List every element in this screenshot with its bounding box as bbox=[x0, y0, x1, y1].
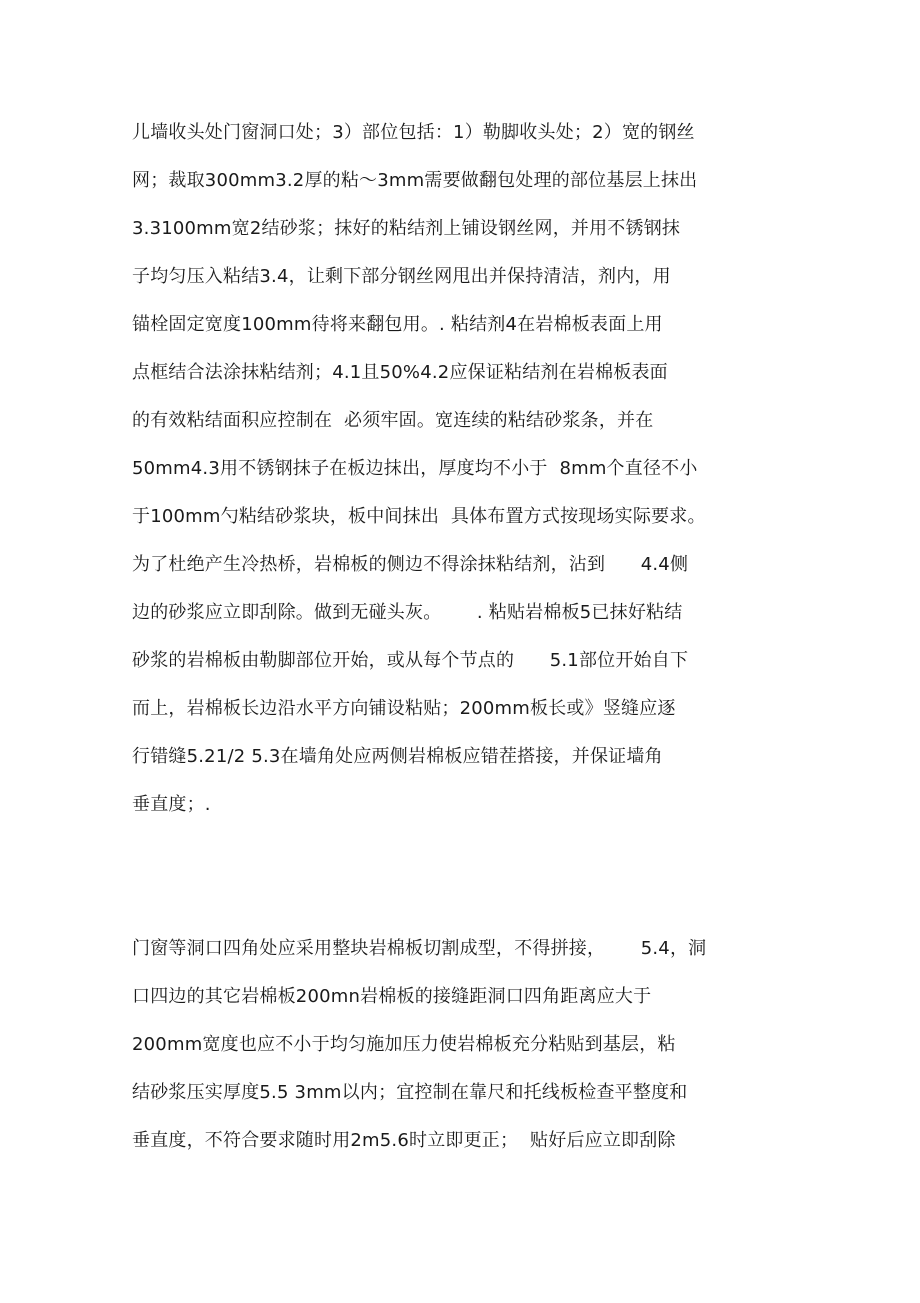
text-line: 而上，岩棉板长边沿水平方向铺设粘贴；200mm板长或》竖缝应逐 bbox=[132, 698, 676, 719]
text-line: 200mm宽度也应不小于均匀施加压力使岩棉板充分粘贴到基层，粘 bbox=[132, 1034, 676, 1055]
text-line: 网；裁取300mm3.2厚的粘～3mm需要做翻包处理的部位基层上抹出 bbox=[132, 170, 698, 191]
text-line: 的有效粘结面积应控制在 必须牢固。宽连续的粘结砂浆条，并在 bbox=[132, 410, 654, 431]
text-line: 口四边的其它岩棉板200mn岩棉板的接缝距洞口四角距离应大于 bbox=[132, 986, 652, 1007]
text-line: 50mm4.3用不锈钢抹子在板边抹出，厚度均不小于 8mm个直径不小 bbox=[132, 458, 698, 479]
text-line: 砂浆的岩棉板由勒脚部位开始，或从每个节点的 5.1部位开始自下 bbox=[132, 650, 689, 671]
text-line: 边的砂浆应立即刮除。做到无碰头灰。 . 粘贴岩棉板5已抹好粘结 bbox=[132, 602, 683, 623]
text-line: 锚栓固定宽度100mm待将来翻包用。. 粘结剂4在岩棉板表面上用 bbox=[132, 314, 663, 335]
text-line: 于100mm勺粘结砂浆块，板中间抹出 具体布置方式按现场实际要求。 bbox=[132, 506, 706, 527]
text-line: 门窗等洞口四角处应采用整块岩棉板切割成型，不得拼接， 5.4，洞 bbox=[132, 938, 707, 959]
text-line: 儿墙收头处门窗洞口处；3）部位包括：1）勒脚收头处；2）宽的钢丝 bbox=[132, 122, 695, 143]
text-line: 行错缝5.21/2 5.3在墙角处应两侧岩棉板应错茬搭接，并保证墙角 bbox=[132, 746, 663, 767]
text-line: 垂直度；. bbox=[132, 794, 211, 815]
text-line: 为了杜绝产生冷热桥，岩棉板的侧边不得涂抹粘结剂，沾到 4.4侧 bbox=[132, 554, 689, 575]
text-line: 子均匀压入粘结3.4，让剩下部分钢丝网甩出并保持清洁，剂内，用 bbox=[132, 266, 671, 287]
text-line: 结砂浆压实厚度5.5 3mm以内；宜控制在靠尺和托线板检查平整度和 bbox=[132, 1082, 688, 1103]
text-line: 垂直度，不符合要求随时用2m5.6时立即更正； 贴好后应立即刮除 bbox=[132, 1130, 676, 1151]
text-line: 3.3100mm宽2结砂浆；抹好的粘结剂上铺设钢丝网，并用不锈钢抹 bbox=[132, 218, 681, 239]
text-line: 点框结合法涂抹粘结剂；4.1且50%4.2应保证粘结剂在岩棉板表面 bbox=[132, 362, 668, 383]
